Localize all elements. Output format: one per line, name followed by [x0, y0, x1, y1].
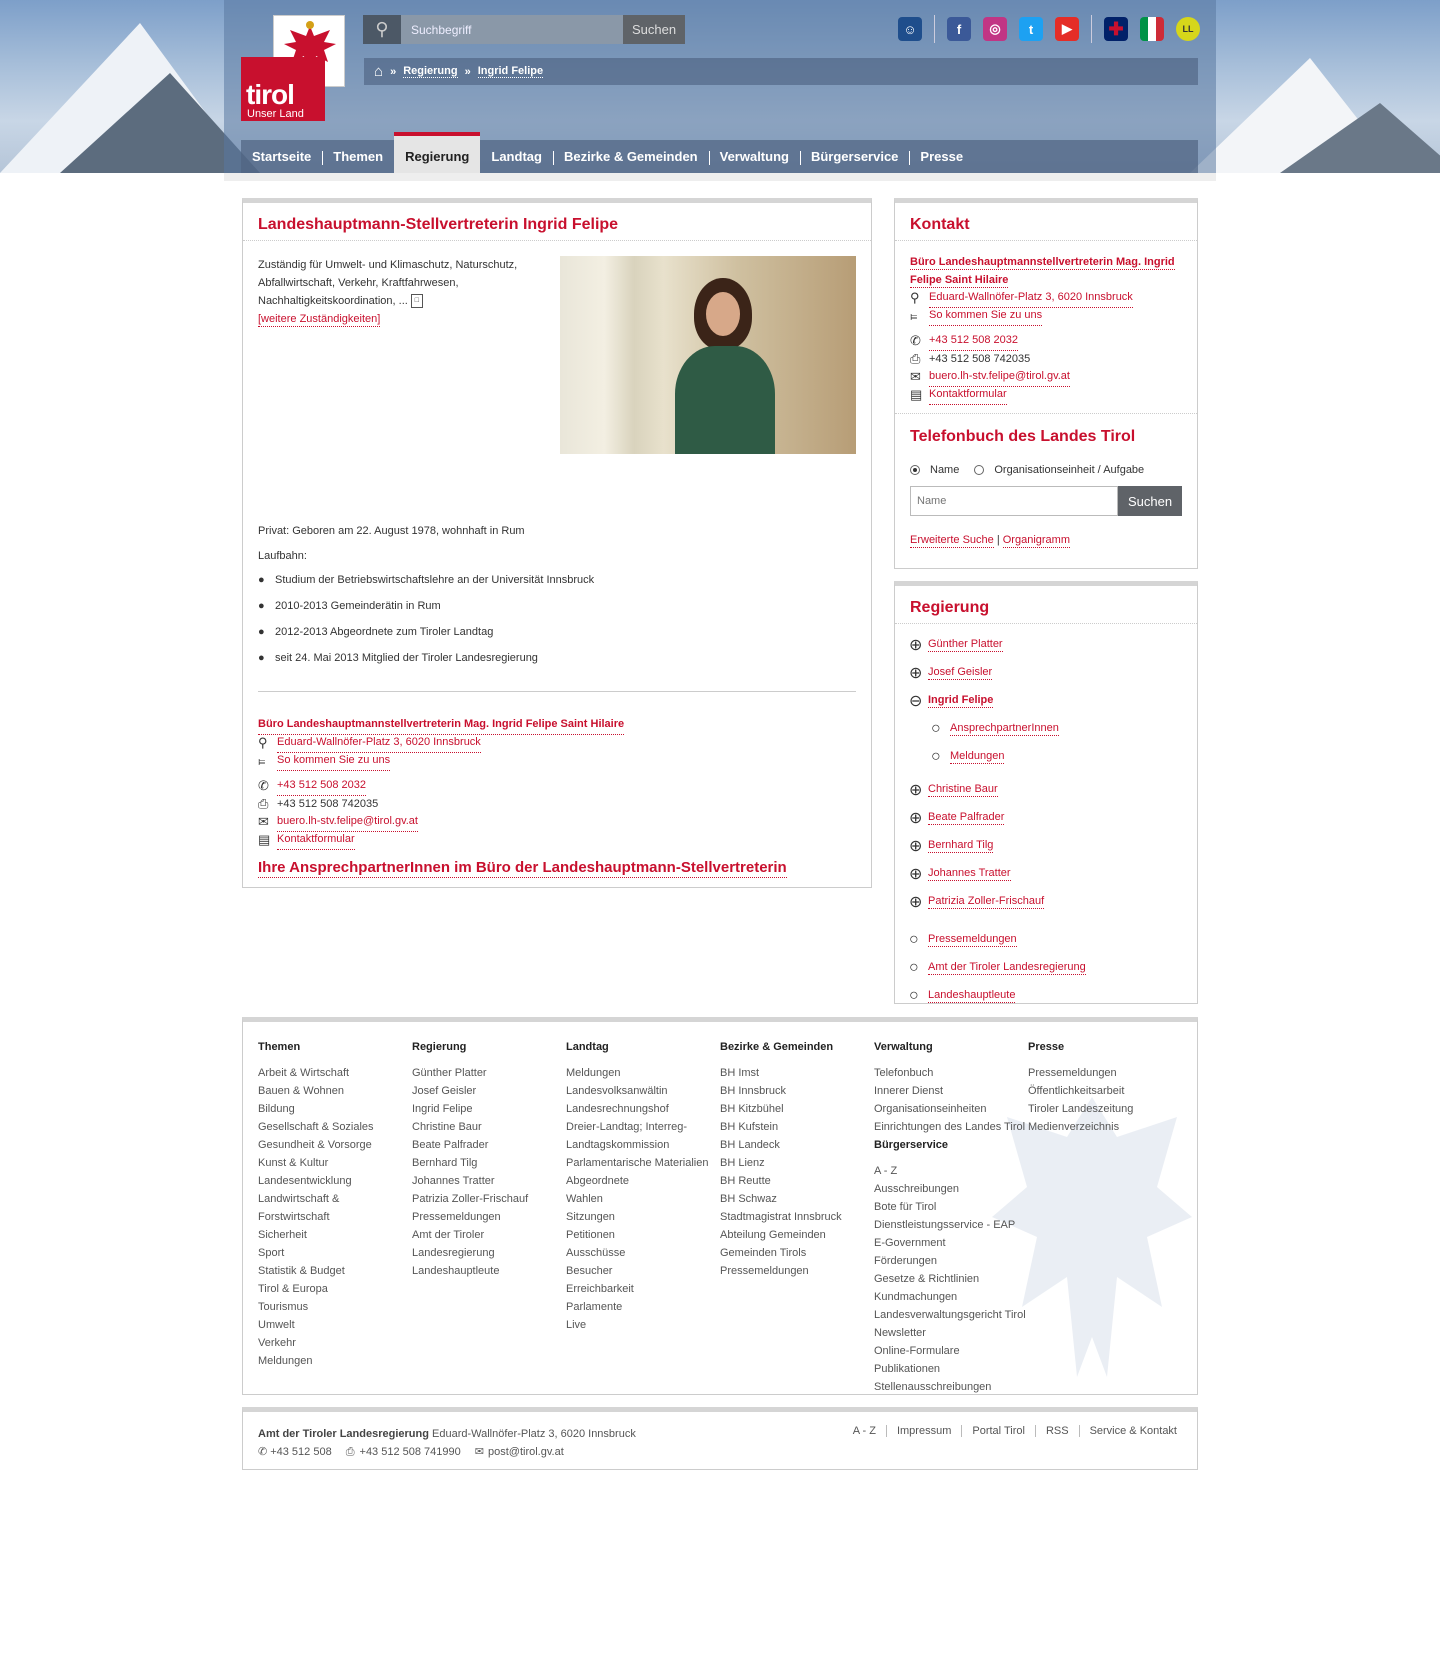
social-links: [898, 16, 1212, 42]
footer-link[interactable]: Newsletter: [874, 1327, 926, 1339]
office-name[interactable]: Büro Landeshauptmannstellvertreterin Mag. Ingrid Felipe Saint Hilaire: [258, 715, 624, 735]
twitter-icon[interactable]: t: [1019, 17, 1043, 41]
footer-link[interactable]: Ingrid Felipe: [412, 1103, 473, 1115]
phonebook-input[interactable]: [910, 486, 1118, 516]
list-item: ● 2012-2013 Abgeordnete zum Tiroler Landtag: [258, 626, 494, 638]
footer-link[interactable]: Tirol & Europa: [258, 1283, 328, 1295]
list-item: [909, 832, 1086, 860]
responsibility-text: Zuständig für Umwelt- und Klimaschutz, Naturschutz, Abfallwirtschaft, Verkehr, Kraftfahrwesen, Nachhaltigkeitskoordination, ...: [258, 259, 518, 307]
breadcrumb-regierung[interactable]: Regierung: [403, 65, 458, 77]
footer-link[interactable]: Gesetze & Richtlinien: [874, 1273, 980, 1285]
link-separator: |: [996, 534, 1000, 546]
footer-heading: Bezirke & Gemeinden: [720, 1041, 834, 1053]
advanced-search-link[interactable]: Erweiterte Suche: [910, 534, 994, 546]
extra-link[interactable]: Landeshauptleute: [928, 989, 1016, 1001]
list-item: [909, 631, 1086, 659]
footer-link[interactable]: Ausschüsse: [566, 1247, 626, 1259]
easy-language-icon[interactable]: LL: [1176, 17, 1200, 41]
list-item: [909, 954, 1086, 982]
phonebook-options: [910, 464, 1182, 476]
footer-link[interactable]: Landesvolksanwältin: [566, 1085, 668, 1097]
list-item: [909, 687, 1086, 715]
footer-links: [843, 1425, 1187, 1437]
list-item: [909, 888, 1086, 916]
footer-link[interactable]: Stadtmagistrat Innsbruck: [720, 1211, 842, 1223]
government-list: [909, 631, 1086, 1010]
phone-icon: ✆: [258, 1446, 268, 1458]
accessibility-icon[interactable]: ☺: [898, 17, 922, 41]
footer-col-bezirke: [720, 1038, 870, 1280]
search-bar: [363, 15, 685, 44]
page-title: Landeshauptmann-Stellvertreterin Ingrid Felipe: [258, 216, 619, 233]
footer-link[interactable]: Bote für Tirol: [874, 1201, 937, 1213]
footer-link[interactable]: Abteilung Gemeinden: [720, 1229, 826, 1241]
footer-link[interactable]: Tiroler Landeszeitung: [1028, 1103, 1134, 1115]
footer-link[interactable]: Wahlen: [566, 1193, 603, 1205]
org-name: Amt der Tiroler Landesregierung: [258, 1428, 429, 1440]
contact-form-link[interactable]: Kontaktformular: [929, 385, 1007, 405]
search-input[interactable]: [401, 15, 623, 44]
footer-link[interactable]: Ausschreibungen: [874, 1183, 960, 1195]
list-item: [909, 776, 1086, 804]
email-link[interactable]: buero.lh-stv.felipe@tirol.gv.at: [277, 812, 418, 832]
address-link[interactable]: Eduard-Wallnöfer-Platz 3, 6020 Innsbruck: [277, 733, 481, 753]
member-link-active[interactable]: Ingrid Felipe: [928, 694, 994, 706]
footer-link[interactable]: Online-Formulare: [874, 1345, 960, 1357]
signpost-icon: ⫢: [910, 308, 918, 323]
radio-name-label: Name: [930, 464, 960, 476]
contact-sidebar: [894, 198, 1198, 569]
list-item: ● seit 24. Mai 2013 Mitglied der Tiroler Landesregierung: [258, 652, 538, 664]
footer-link[interactable]: Amt der Tiroler: [412, 1229, 485, 1241]
office-contact: [258, 716, 624, 849]
list-item: ● 2010-2013 Gemeinderätin in Rum: [258, 600, 441, 612]
list-item: [909, 860, 1086, 888]
footer-link[interactable]: Organisationseinheiten: [874, 1103, 987, 1115]
expand-icon[interactable]: ⊕: [909, 665, 923, 682]
footer-heading: Presse: [1028, 1041, 1065, 1053]
divider: [934, 15, 935, 43]
organigram-link[interactable]: Organigramm: [1002, 534, 1070, 546]
footer-link[interactable]: Landesrechnungshof: [566, 1103, 669, 1115]
sub-link[interactable]: Meldungen: [950, 750, 1005, 762]
directions-link[interactable]: So kommen Sie zu uns: [277, 751, 390, 771]
org-phone: +43 512 508: [270, 1446, 332, 1458]
breadcrumb-separator: »: [464, 65, 471, 78]
footer-col-presse: [1028, 1038, 1178, 1136]
footer-link[interactable]: Sitzungen: [566, 1211, 615, 1223]
nav-startseite[interactable]: Startseite: [252, 149, 312, 164]
phone-link[interactable]: +43 512 508 2032: [277, 776, 366, 796]
phone-icon: ✆: [258, 778, 269, 793]
government-sidebar: [894, 581, 1198, 1004]
circle-icon: ○: [909, 931, 919, 948]
circle-icon: ○: [931, 748, 941, 765]
footer-link[interactable]: Günther Platter: [412, 1067, 487, 1079]
nav-presse[interactable]: Presse: [909, 140, 974, 173]
collapse-icon[interactable]: ⊖: [909, 693, 923, 710]
government-title: Regierung: [910, 599, 990, 616]
contact-fax: +43 512 508 742035: [929, 353, 1031, 365]
nav-verwaltung[interactable]: Verwaltung: [709, 140, 800, 173]
footer-link[interactable]: Umwelt: [258, 1319, 295, 1331]
breadcrumb: [364, 58, 1198, 85]
pdf-icon[interactable]: □: [411, 294, 423, 308]
footer-heading: Themen: [258, 1041, 301, 1053]
email-icon: ✉: [910, 369, 921, 384]
footer-link[interactable]: Einrichtungen des Landes Tirol: [874, 1121, 1026, 1133]
radio-name[interactable]: [910, 465, 920, 475]
footer-link[interactable]: Live: [566, 1319, 587, 1331]
footer-link[interactable]: Sport: [258, 1247, 285, 1259]
footer-link[interactable]: Landesentwicklung: [258, 1175, 352, 1187]
phonebook-title: Telefonbuch des Landes Tirol: [910, 428, 1136, 445]
nav-buergerservice[interactable]: Bürgerservice: [800, 140, 909, 173]
divider: [1091, 15, 1092, 43]
footer-link[interactable]: Pressemeldungen: [720, 1265, 809, 1277]
footer-link[interactable]: A - Z: [874, 1165, 898, 1177]
list-item: [909, 743, 1086, 771]
footer-link[interactable]: Stellenausschreibungen: [874, 1381, 992, 1393]
member-link[interactable]: Christine Baur: [928, 783, 998, 795]
instagram-icon[interactable]: ◎: [983, 17, 1007, 41]
footer-link[interactable]: Kundmachungen: [874, 1291, 958, 1303]
footer-link[interactable]: Bildung: [258, 1103, 295, 1115]
member-link[interactable]: Günther Platter: [928, 638, 1003, 650]
header-shadow: [224, 173, 1216, 181]
footer-link[interactable]: BH Innsbruck: [720, 1085, 787, 1097]
more-responsibilities-link[interactable]: [weitere Zuständigkeiten]: [258, 313, 381, 325]
expand-icon[interactable]: ⊕: [909, 894, 923, 911]
contact-email-link[interactable]: buero.lh-stv.felipe@tirol.gv.at: [929, 367, 1070, 387]
footer-link[interactable]: Besucher: [566, 1265, 613, 1277]
footer-heading: Bürgerservice: [874, 1139, 948, 1151]
footer-heading: Regierung: [412, 1041, 467, 1053]
footer-col-landtag: [566, 1038, 716, 1334]
footer-link[interactable]: Landesregierung: [412, 1247, 495, 1259]
list-item: [909, 715, 1086, 743]
nav-landtag[interactable]: Landtag: [491, 149, 542, 164]
footer-bottom: [242, 1407, 1198, 1470]
footer-link[interactable]: Meldungen: [258, 1355, 313, 1367]
circle-icon: ○: [909, 987, 919, 1004]
footer-link[interactable]: BH Lienz: [720, 1157, 765, 1169]
main-nav: [241, 140, 1198, 173]
mountain-graphic: [1280, 103, 1440, 173]
footer-link[interactable]: E-Government: [874, 1237, 946, 1249]
footer-link[interactable]: Landwirtschaft &: [258, 1193, 340, 1205]
footer-col-regierung: [412, 1038, 562, 1280]
footer-link[interactable]: Patrizia Zoller-Frischauf: [412, 1193, 529, 1205]
footer-link[interactable]: Johannes Tratter: [412, 1175, 495, 1187]
footer-link[interactable]: Pressemeldungen: [412, 1211, 501, 1223]
footer-heading: Landtag: [566, 1041, 609, 1053]
expand-icon[interactable]: ⊕: [909, 782, 923, 799]
main-content: [242, 198, 872, 888]
footer-link[interactable]: BH Landeck: [720, 1139, 780, 1151]
contact-address-link[interactable]: Eduard-Wallnöfer-Platz 3, 6020 Innsbruck: [929, 288, 1133, 308]
footer-link[interactable]: BH Imst: [720, 1067, 760, 1079]
email-icon: ✉: [474, 1446, 484, 1458]
footer-link[interactable]: Josef Geisler: [412, 1085, 477, 1097]
youtube-icon[interactable]: ▶: [1055, 17, 1079, 41]
footer-link[interactable]: Abgeordnete: [566, 1175, 629, 1187]
footer-heading: Verwaltung: [874, 1041, 933, 1053]
footer-sitemap: [242, 1017, 1198, 1395]
member-link[interactable]: Beate Palfrader: [928, 811, 1005, 823]
career-list: [258, 574, 594, 678]
fax-number: +43 512 508 742035: [277, 798, 379, 810]
home-icon[interactable]: ⌂: [374, 63, 384, 80]
fax-icon: ⎙: [258, 796, 269, 811]
footer-link[interactable]: Kunst & Kultur: [258, 1157, 329, 1169]
list-item: [909, 926, 1086, 954]
footer-link[interactable]: Gemeinden Tirols: [720, 1247, 807, 1259]
portrait-photo: [560, 256, 856, 454]
footer-link[interactable]: Öffentlichkeitsarbeit: [1028, 1085, 1125, 1097]
footer-link[interactable]: Gesundheit & Vorsorge: [258, 1139, 372, 1151]
footer-link[interactable]: Tourismus: [258, 1301, 309, 1313]
header-banner: [0, 0, 1440, 173]
footer-link[interactable]: Förderungen: [874, 1255, 937, 1267]
expand-icon[interactable]: ⊕: [909, 866, 923, 883]
footer-link[interactable]: Petitionen: [566, 1229, 615, 1241]
footer-link[interactable]: Landtagskommission: [566, 1139, 670, 1151]
footer-link[interactable]: Bauen & Wohnen: [258, 1085, 345, 1097]
circle-icon: ○: [909, 959, 919, 976]
list-item: [909, 659, 1086, 687]
list-item: [909, 982, 1086, 1010]
footer-link[interactable]: Verkehr: [258, 1337, 296, 1349]
contacts-heading[interactable]: Ihre AnsprechpartnerInnen im Büro der Landeshauptmann-Stellvertreterin: [258, 859, 787, 876]
breadcrumb-current[interactable]: Ingrid Felipe: [477, 65, 544, 77]
footer-link[interactable]: BH Schwaz: [720, 1193, 777, 1205]
facebook-icon[interactable]: f: [947, 17, 971, 41]
contact-form-link[interactable]: Kontaktformular: [277, 830, 355, 850]
search-button[interactable]: Suchen: [623, 15, 685, 44]
location-icon: ⚲: [910, 290, 920, 305]
footer-link[interactable]: Beate Palfrader: [412, 1139, 489, 1151]
contact-directions-link[interactable]: So kommen Sie zu uns: [929, 306, 1042, 326]
sub-link[interactable]: AnsprechpartnerInnen: [950, 722, 1059, 734]
footer-link[interactable]: Dienstleistungsservice - EAP: [874, 1219, 1016, 1231]
chat-icon: ▤: [258, 832, 271, 847]
expand-icon[interactable]: ⊕: [909, 637, 923, 654]
contact-office-name[interactable]: Büro Landeshauptmannstellvertreterin Mag. Ingrid Felipe Saint Hilaire: [910, 256, 1175, 286]
footer-col-verwaltung: [874, 1038, 1034, 1396]
extra-link[interactable]: Amt der Tiroler Landesregierung: [928, 961, 1086, 973]
signpost-icon: ⫢: [258, 753, 266, 768]
extra-link[interactable]: Pressemeldungen: [928, 933, 1017, 945]
footer-link[interactable]: Pressemeldungen: [1028, 1067, 1117, 1079]
nav-themen[interactable]: Themen: [322, 140, 394, 173]
footer-link[interactable]: BH Kufstein: [720, 1121, 779, 1133]
footer-link[interactable]: Arbeit & Wirtschaft: [258, 1067, 350, 1079]
footer-link[interactable]: Parlamentarische Materialien: [566, 1157, 709, 1169]
footer-link-service[interactable]: Service & Kontakt: [1089, 1425, 1177, 1437]
breadcrumb-separator: »: [390, 65, 397, 78]
footer-link-az[interactable]: A - Z: [843, 1425, 887, 1437]
contact-title: Kontakt: [910, 216, 970, 233]
member-link[interactable]: Bernhard Tilg: [928, 839, 994, 851]
footer-link[interactable]: Statistik & Budget: [258, 1265, 345, 1277]
footer-link[interactable]: Christine Baur: [412, 1121, 482, 1133]
footer-link[interactable]: Parlamente: [566, 1301, 623, 1313]
chat-icon: ▤: [910, 387, 923, 402]
footer-link[interactable]: Sicherheit: [258, 1229, 307, 1241]
email-icon: ✉: [258, 814, 269, 829]
circle-icon: ○: [931, 720, 941, 737]
italy-flag-icon[interactable]: [1140, 17, 1164, 41]
footer-link-portal[interactable]: Portal Tirol: [962, 1425, 1036, 1437]
footer-link-rss[interactable]: RSS: [1036, 1425, 1080, 1437]
uk-flag-icon[interactable]: ✚: [1104, 17, 1128, 41]
expand-icon[interactable]: ⊕: [909, 810, 923, 827]
career-label: Laufbahn:: [258, 550, 307, 562]
expand-icon[interactable]: ⊕: [909, 838, 923, 855]
footer-col-themen: [258, 1038, 408, 1370]
list-item: [909, 804, 1086, 832]
org-email[interactable]: post@tirol.gv.at: [487, 1446, 564, 1458]
radio-org[interactable]: [974, 465, 984, 475]
footer-link[interactable]: BH Reutte: [720, 1175, 771, 1187]
footer-link[interactable]: Telefonbuch: [874, 1067, 934, 1079]
phone-icon: ✆: [910, 333, 921, 348]
footer-link[interactable]: Innerer Dienst: [874, 1085, 944, 1097]
footer-link[interactable]: Bernhard Tilg: [412, 1157, 478, 1169]
footer-link[interactable]: Publikationen: [874, 1363, 941, 1375]
org-fax: +43 512 508 741990: [359, 1446, 461, 1458]
footer-link-impressum[interactable]: Impressum: [887, 1425, 962, 1437]
footer-link[interactable]: Landesverwaltungsgericht Tirol: [874, 1309, 1026, 1321]
contact-phone-link[interactable]: +43 512 508 2032: [929, 331, 1018, 351]
footer-link[interactable]: Erreichbarkeit: [566, 1283, 634, 1295]
fax-icon: ⎙: [345, 1446, 355, 1458]
private-info: Privat: Geboren am 22. August 1978, wohnhaft in Rum: [258, 525, 525, 537]
nav-regierung[interactable]: Regierung: [394, 132, 480, 173]
footer-link[interactable]: Forstwirtschaft: [258, 1211, 330, 1223]
footer-link[interactable]: BH Kitzbühel: [720, 1103, 784, 1115]
logo-text: tirol: [246, 79, 294, 110]
member-link[interactable]: Josef Geisler: [928, 666, 993, 678]
footer-link[interactable]: Landeshauptleute: [412, 1265, 500, 1277]
member-link[interactable]: Patrizia Zoller-Frischauf: [928, 895, 1045, 907]
radio-org-label: Organisationseinheit / Aufgabe: [994, 464, 1145, 476]
org-address: Eduard-Wallnöfer-Platz 3, 6020 Innsbruck: [432, 1428, 636, 1440]
phonebook-search-button[interactable]: Suchen: [1118, 486, 1182, 516]
logo-subtext: Unser Land: [247, 108, 304, 120]
fax-icon: ⎙: [910, 351, 921, 366]
divider: [258, 691, 856, 692]
footer-link[interactable]: Medienverzeichnis: [1028, 1121, 1120, 1133]
member-link[interactable]: Johannes Tratter: [928, 867, 1011, 879]
location-icon: ⚲: [258, 735, 268, 750]
tirol-logo[interactable]: [241, 15, 346, 121]
nav-bezirke[interactable]: Bezirke & Gemeinden: [553, 140, 709, 173]
footer-link[interactable]: Gesellschaft & Soziales: [258, 1121, 374, 1133]
footer-link[interactable]: Meldungen: [566, 1067, 621, 1079]
list-item: ● Studium der Betriebswirtschaftslehre an der Universität Innsbruck: [258, 574, 595, 586]
footer-link[interactable]: Dreier-Landtag; Interreg-: [566, 1121, 688, 1133]
search-icon: ⚲: [363, 15, 401, 44]
